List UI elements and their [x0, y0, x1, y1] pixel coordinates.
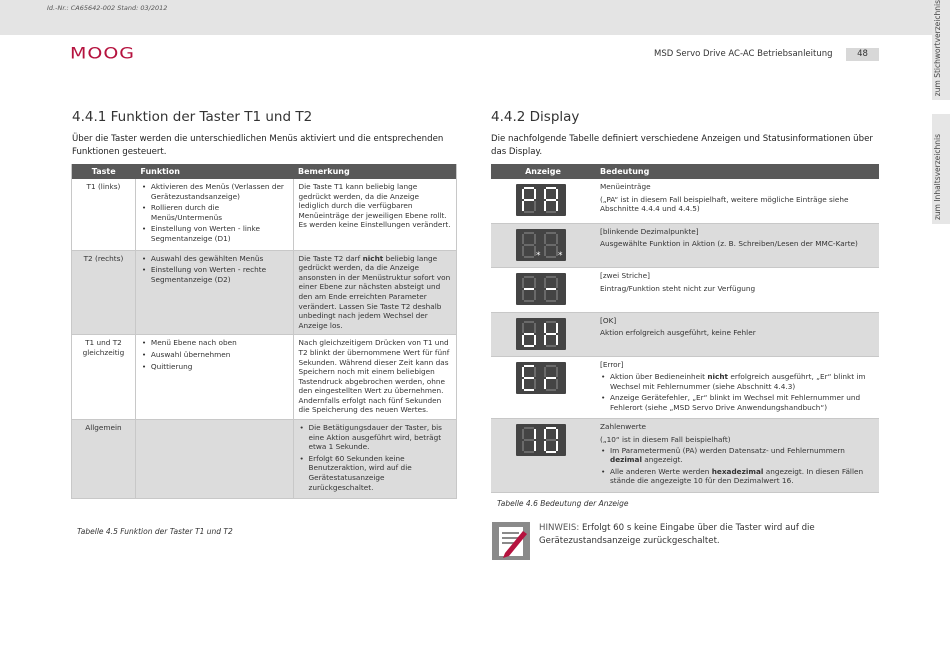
display-cell	[491, 223, 595, 268]
table-row	[72, 335, 457, 420]
table-row	[491, 419, 879, 493]
key-cell: T1 und T2 gleichzeitig	[72, 335, 136, 420]
list-item: • Auswahl übernehmen	[141, 350, 288, 360]
list-item: • Die Betätigungsdauer der Taster, bis eine Aktion ausgeführt wird, beträgt etwa 1 Sekunde.	[299, 423, 451, 452]
remark-cell: Nach gleichzeitigem Drücken von T1 und T2 blinkt der übernommene Wert für fünf Sekunden. Während dieser Zeit kann das Speichern noch mit einem beliebigen Tastendruck abgebrochen werden, ohne den eingestellten Wert zu übernehmen. Andernfalls erfolgt nach fünf Sekunden die Speicherung des neuen Wertes.	[293, 335, 456, 420]
table-row	[491, 357, 879, 419]
function-cell	[135, 335, 293, 420]
table-row	[491, 268, 879, 313]
column-header: Taste	[72, 164, 136, 179]
column-header: Anzeige	[491, 164, 595, 179]
display-cell	[491, 357, 595, 419]
tab-table-of-contents[interactable]	[932, 114, 950, 224]
column-header: Bemerkung	[293, 164, 456, 179]
meaning-cell: Zahlenwerte („10“ ist in diesem Fall beispielhaft) • Im Parametermenü (PA) werden Datensatz- und Fehlernummern dezimal angezeigt. • Alle anderen Werte werden hexadezimal angezeigt. In diesen Fällen stände die angezeigte 10 für den Dezimalwert 16.	[595, 419, 879, 493]
display-cell	[491, 268, 595, 313]
intro-taster: Über die Taster werden die unterschiedlichen Menüs aktiviert und die entsprechenden Funktionen gesteuert.	[72, 134, 444, 157]
column-header: Funktion	[135, 164, 293, 179]
hint-text: HINWEIS: Erfolgt 60 s keine Eingabe über die Taster wird auf die Gerätezustandsanzeige zurückgeschaltet.	[539, 523, 815, 546]
note-icon	[491, 521, 531, 561]
list-item: • Auswahl des gewählten Menüs	[141, 254, 288, 264]
list-item: • Aktivieren des Menüs (Verlassen der Gerätezustandsanzeige)	[141, 182, 288, 201]
svg-text:*: *	[558, 250, 563, 259]
list-item: • Rollieren durch die Menüs/Untermenüs	[141, 203, 288, 222]
list-item: • Alle anderen Werte werden hexadezimal angezeigt. In diesen Fällen stände die angezeigte 10 für den Dezimalwert 16.	[600, 467, 874, 486]
list-item: • Aktion über Bedieneinheit nicht erfolgreich ausgeführt, „Er“ blinkt im Wechsel mit Fehlernummer (siehe Abschnitt 4.4.3)	[600, 372, 874, 391]
section-heading-taster: 4.4.1 Funktion der Taster T1 und T2	[72, 109, 313, 125]
display-cell	[491, 419, 595, 493]
list-item: • Erfolgt 60 Sekunden keine Benutzeraktion, wird auf die Gerätestatusanzeige zurückgeschaltet.	[299, 454, 451, 492]
remark-cell: Die Taste T1 kann beliebig lange gedrückt werden, da die Anzeige lediglich durch die verfügbaren Menüeinträge der jeweiligen Ebene rollt. Es werden keine Einstellungen verändert.	[293, 179, 456, 250]
display-cell	[491, 312, 595, 357]
top-bar	[0, 0, 950, 35]
function-cell	[135, 179, 293, 250]
tab-table-of-contents-label: zum Inhaltsverzeichnis	[933, 133, 942, 220]
meaning-cell: Menüeinträge („PA“ ist in diesem Fall beispielhaft, weitere mögliche Einträge siehe Abschnitte 4.4.4 und 4.4.5)	[595, 179, 879, 223]
meaning-cell: [OK] Aktion erfolgreich ausgeführt, keine Fehler	[595, 312, 879, 357]
list-item: • Menü Ebene nach oben	[141, 338, 288, 348]
list-item: • Quittierung	[141, 362, 288, 372]
segment-display-er-icon	[516, 362, 566, 394]
list-item: • Anzeige Gerätefehler, „Er“ blinkt im Wechsel mit Fehlernummer und Fehlerort (siehe „MSD Servo Drive Anwendungshandbuch“)	[600, 393, 874, 412]
table-row	[72, 420, 457, 499]
segment-display-dashes-icon	[516, 273, 566, 305]
table-caption-4-6: Tabelle 4.6 Bedeutung der Anzeige	[497, 499, 629, 508]
list-item: • Einstellung von Werten - rechte Segmentanzeige (D2)	[141, 265, 288, 284]
intro-display: Die nachfolgende Tabelle definiert verschiedene Anzeigen und Statusinformationen über das Display.	[491, 134, 873, 157]
list-item: • Einstellung von Werten - linke Segmentanzeige (D1)	[141, 224, 288, 243]
tab-keyword-index-label: zum Stichwortverzeichnis	[933, 0, 942, 96]
column-header: Bedeutung	[595, 164, 879, 179]
function-cell	[135, 420, 293, 499]
segment-display-blinking-dots-icon	[516, 229, 566, 261]
moog-logo: MOOG	[70, 44, 136, 63]
buttons-table	[71, 164, 457, 499]
segment-display-pa-icon	[516, 184, 566, 216]
segment-display-ok-icon	[516, 318, 566, 350]
meaning-cell: [zwei Striche] Eintrag/Funktion steht nicht zur Verfügung	[595, 268, 879, 313]
table-row	[72, 250, 457, 335]
list-item: • Im Parametermenü (PA) werden Datensatz- und Fehlernummern dezimal angezeigt.	[600, 446, 874, 465]
table-caption-4-5: Tabelle 4.5 Funktion der Taster T1 und T2	[77, 527, 233, 536]
display-table	[491, 164, 879, 493]
table-row	[491, 312, 879, 357]
remark-cell: Die Taste T2 darf nicht beliebig lange gedrückt werden, da die Anzeige ansonsten in der Menüstruktur sofort von einer Ebene zur nächsten absteigt und den am Ende erreichten Parameter verändert. Lassen Sie Taste T2 deshalb unbedingt nach jedem Wechsel der Anzeige los.	[293, 250, 456, 335]
page-number: 48	[846, 48, 879, 61]
display-cell	[491, 179, 595, 223]
svg-text:*: *	[536, 250, 541, 259]
table-row	[491, 179, 879, 223]
document-id: Id.-Nr.: CA65642-002 Stand: 03/2012	[47, 4, 168, 12]
meaning-cell: [blinkende Dezimalpunkte] Ausgewählte Funktion in Aktion (z. B. Schreiben/Lesen der MMC-Karte)	[595, 223, 879, 268]
key-cell: T1 (links)	[72, 179, 136, 250]
remark-cell	[293, 420, 456, 499]
key-cell: Allgemein	[72, 420, 136, 499]
manual-title: MSD Servo Drive AC-AC Betriebsanleitung	[654, 49, 833, 59]
table-row	[72, 179, 457, 250]
meaning-cell: [Error] • Aktion über Bedieneinheit nicht erfolgreich ausgeführt, „Er“ blinkt im Wechsel mit Fehlernummer (siehe Abschnitt 4.4.3) • Anzeige Gerätefehler, „Er“ blinkt im Wechsel mit Fehlernummer und Fehlerort (siehe „MSD Servo Drive Anwendungshandbuch“)	[595, 357, 879, 419]
tab-keyword-index[interactable]	[932, 0, 950, 100]
function-cell	[135, 250, 293, 335]
key-cell: T2 (rechts)	[72, 250, 136, 335]
table-row	[491, 223, 879, 268]
segment-display-10-icon	[516, 424, 566, 456]
section-heading-display: 4.4.2 Display	[491, 109, 580, 125]
